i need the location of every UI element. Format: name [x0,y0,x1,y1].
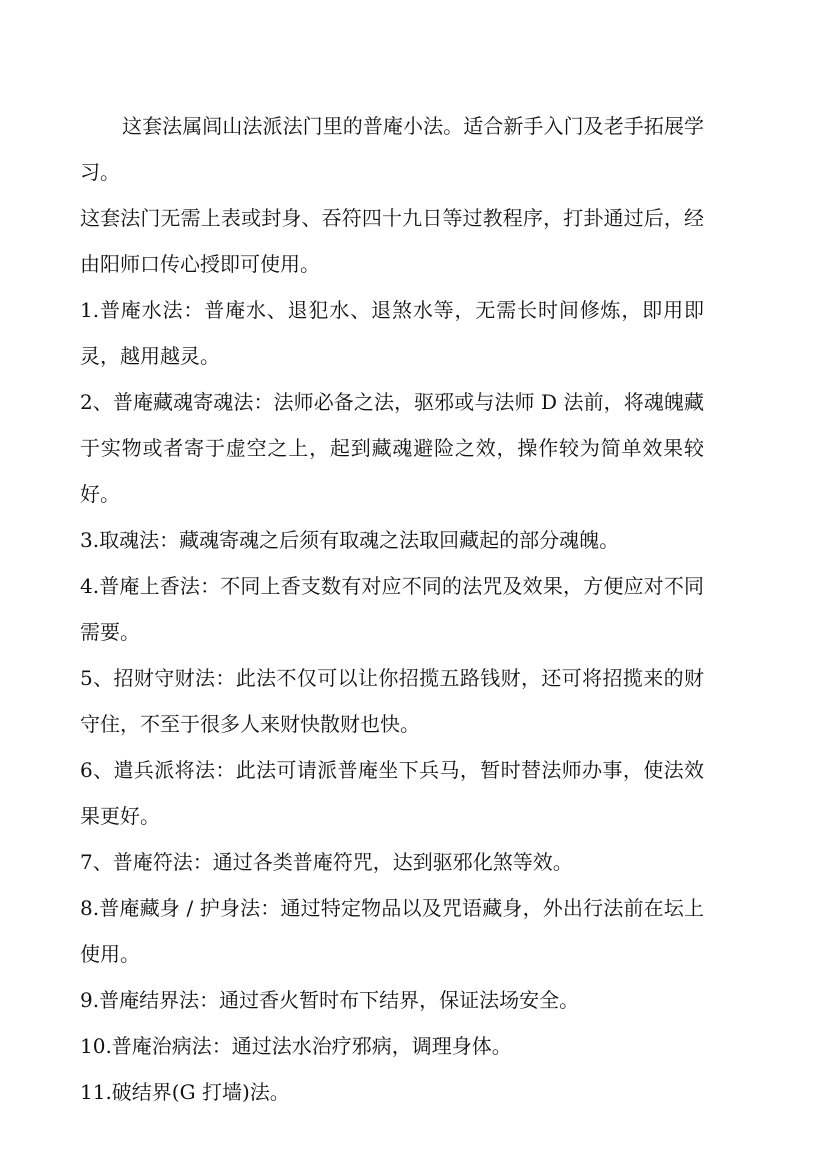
list-item-10: 10.普庵治病法：通过法水治疗邪病，调理身体。 [80,1034,512,1058]
intro-paragraph: 这套法属闾山法派法门里的普庵小法。适合新手入门及老手拓展学习。 [80,114,704,184]
list-item-7: 7、普庵符法：通过各类普庵符咒，达到驱邪化煞等效。 [80,850,573,874]
list-item-2: 2、普庵藏魂寄魂法：法师必备之法，驱邪或与法师 D 法前，将魂魄藏于实物或者寄于虚空之上，起到藏魂避险之效，操作较为简单效果较好。 [80,390,704,506]
list-item-6: 6、遣兵派将法：此法可请派普庵坐下兵马，暂时替法师办事，使法效果更好。 [80,758,704,828]
list-item-11: 11.破结界(G 打墙)法。 [80,1080,290,1104]
document-body [80,103,704,1115]
list-item-4: 4.普庵上香法：不同上香支数有对应不同的法咒及效果，方便应对不同需要。 [80,574,704,644]
requirements-paragraph: 这套法门无需上表或封身、吞符四十九日等过教程序，打卦通过后，经由阳师口传心授即可使用。 [80,206,704,276]
list-item-3: 3.取魂法：藏魂寄魂之后须有取魂之法取回藏起的部分魂魄。 [80,528,620,552]
list-item-5: 5、招财守财法：此法不仅可以让你招揽五路钱财，还可将招揽来的财守住，不至于很多人来财快散财也快。 [80,666,704,736]
list-item-9: 9.普庵结界法：通过香火暂时布下结界，保证法场安全。 [80,988,580,1012]
list-item-8: 8.普庵藏身 / 护身法：通过特定物品以及咒语藏身，外出行法前在坛上使用。 [80,896,704,966]
list-item-1: 1.普庵水法：普庵水、退犯水、退煞水等，无需长时间修炼，即用即灵，越用越灵。 [80,298,704,368]
